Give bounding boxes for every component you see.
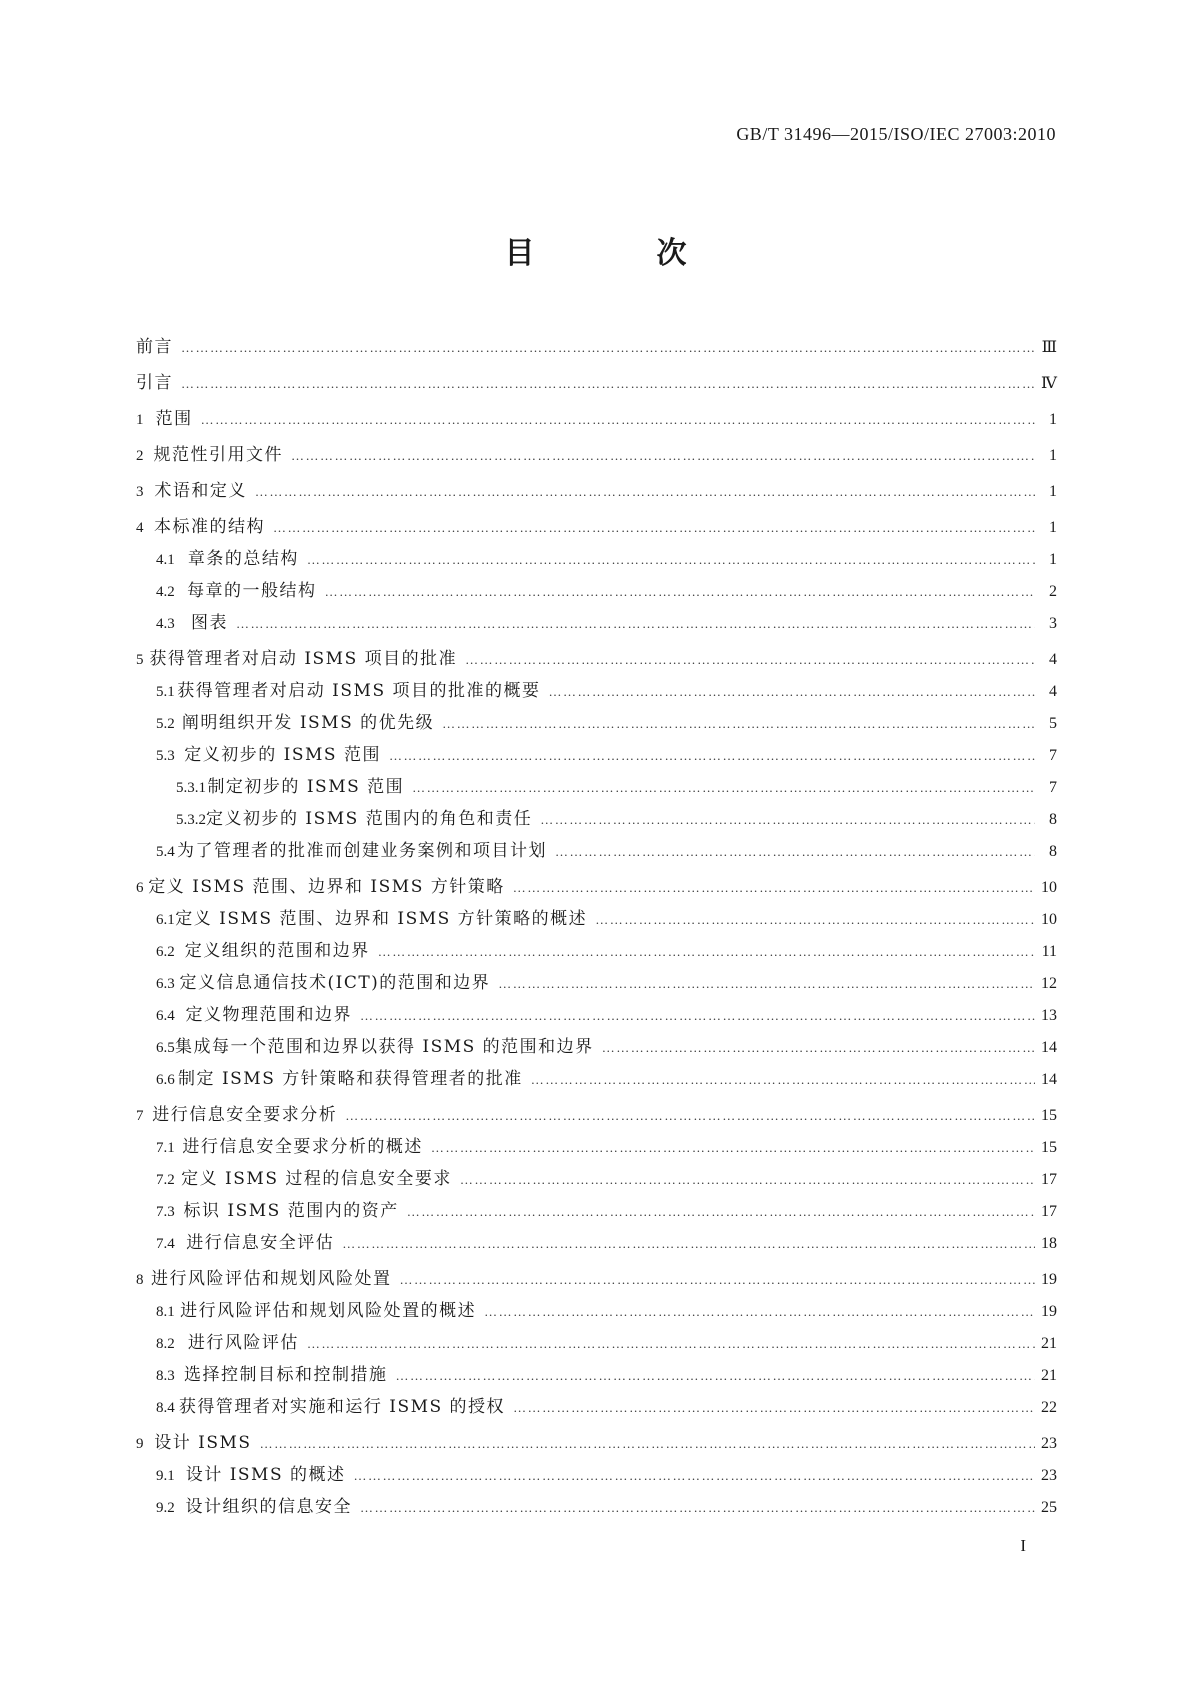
toc-entry-number: 6.5: [156, 1040, 175, 1056]
toc-entry-title: 术语和定义: [154, 481, 247, 501]
dot-leader: [484, 1304, 1035, 1320]
toc-entry-page: 7: [1049, 747, 1057, 764]
toc-entry[interactable]: [136, 1328, 1057, 1360]
toc-entry[interactable]: [136, 708, 1057, 740]
dot-leader: [307, 1336, 1035, 1352]
toc-entry-page: 4: [1049, 651, 1057, 668]
toc-entry-number: 9.2: [156, 1500, 175, 1516]
standard-code: GB/T 31496—2015/ISO/IEC 27003:2010: [736, 124, 1056, 144]
toc-entry[interactable]: [136, 676, 1057, 708]
toc-entry-title: 每章的一般结构: [187, 581, 317, 601]
toc-entry[interactable]: [136, 404, 1057, 436]
toc-entry-page: 8: [1049, 843, 1057, 860]
toc-entry-number: 5.3.1: [176, 780, 206, 796]
toc-entry-title: 定义信息通信技术(ICT)的范围和边界: [179, 973, 491, 993]
toc-entry-title: 设计 ISMS 的概述: [185, 1465, 346, 1485]
toc-entry-number: 6: [136, 880, 144, 896]
toc-entry-page: 1: [1049, 483, 1057, 500]
toc-entry-page: 4: [1049, 683, 1057, 700]
toc-entry-page: 18: [1041, 1235, 1057, 1252]
toc-entry-title: 进行风险评估和规划风险处置的概述: [180, 1301, 477, 1321]
toc-entry-number: 6.6: [156, 1072, 175, 1088]
dot-leader: [273, 520, 1035, 536]
toc-entry-page: 11: [1041, 943, 1057, 960]
toc-entry-title: 选择控制目标和控制措施: [183, 1365, 388, 1385]
toc-entry-page: 14: [1041, 1039, 1057, 1056]
toc-entry-number: 7.2: [156, 1172, 175, 1188]
toc-entry[interactable]: [136, 772, 1057, 804]
toc-entry-number: 4: [136, 520, 144, 536]
toc-entry-page: 19: [1041, 1303, 1057, 1320]
toc-entry-number: 9.1: [156, 1468, 175, 1484]
toc-entry[interactable]: [136, 968, 1057, 1000]
dot-leader: [460, 1172, 1035, 1188]
dot-leader: [201, 412, 1035, 428]
dot-leader: [325, 584, 1035, 600]
toc-entry-page: 17: [1041, 1171, 1057, 1188]
toc-entry-number: 4.1: [156, 552, 175, 568]
toc-entry-number: 5.3: [156, 748, 175, 764]
dot-leader: [342, 1236, 1035, 1252]
toc-entry-page: Ⅲ: [1041, 339, 1057, 356]
toc-entry[interactable]: [136, 1100, 1057, 1132]
toc-entry-number: 2: [136, 448, 144, 464]
toc-entry-number: 8.2: [156, 1336, 175, 1352]
toc-entry[interactable]: [136, 1000, 1057, 1032]
dot-leader: [395, 1368, 1035, 1384]
toc-entry-page: 10: [1041, 911, 1057, 928]
toc-entry[interactable]: [136, 1228, 1057, 1260]
toc-entry-number: 1: [136, 412, 144, 428]
dot-leader: [498, 976, 1035, 992]
toc-entry-number: 6.2: [156, 944, 175, 960]
dot-leader: [260, 1436, 1035, 1452]
toc-entry-title: 范围: [155, 409, 193, 429]
toc-entry-number: 8: [136, 1272, 144, 1288]
toc-entry-title: 定义 ISMS 过程的信息安全要求: [181, 1169, 452, 1189]
toc-entry-title: 进行信息安全要求分析: [152, 1105, 338, 1125]
toc-entry[interactable]: [136, 1428, 1057, 1460]
dot-leader: [540, 812, 1035, 828]
toc-entry-number: 7.4: [156, 1236, 175, 1252]
toc-entry[interactable]: [136, 544, 1057, 576]
toc-entry-page: 1: [1049, 447, 1057, 464]
toc-entry-page: 25: [1041, 1499, 1057, 1516]
toc-entry-number: 5.4: [156, 844, 175, 860]
toc-entry-number: 4.2: [156, 584, 175, 600]
toc-entry-number: 6.3: [156, 976, 175, 992]
dot-leader: [345, 1108, 1035, 1124]
toc-entry[interactable]: [136, 476, 1057, 508]
toc-entry[interactable]: [136, 1196, 1057, 1228]
dot-leader: [389, 748, 1035, 764]
toc-entry-page: 15: [1041, 1107, 1057, 1124]
toc-entry[interactable]: [136, 1392, 1057, 1424]
toc-entry[interactable]: [136, 936, 1057, 968]
dot-leader: [360, 1008, 1035, 1024]
toc-entry[interactable]: [136, 608, 1057, 640]
toc-entry-title: 本标准的结构: [153, 517, 265, 537]
toc-entry-title: 进行信息安全评估: [186, 1233, 335, 1253]
toc-entry-number: 7: [136, 1108, 144, 1124]
toc-entry-page: Ⅳ: [1041, 375, 1057, 392]
toc-entry-title: 定义初步的 ISMS 范围内的角色和责任: [206, 809, 533, 829]
dot-leader: [431, 1140, 1035, 1156]
toc-entry[interactable]: [136, 904, 1057, 936]
toc-entry-number: 5.3.2: [176, 812, 206, 828]
dot-leader: [181, 340, 1035, 356]
dot-leader: [412, 780, 1035, 796]
toc-entry-title: 获得管理者对启动 ISMS 项目的批准的概要: [177, 681, 541, 701]
toc-entry-title: 章条的总结构: [187, 549, 299, 569]
dot-leader: [549, 684, 1035, 700]
toc-entry-page: 2: [1049, 583, 1057, 600]
toc-entry-page: 7: [1049, 779, 1057, 796]
toc-entry-page: 21: [1041, 1335, 1057, 1352]
dot-leader: [531, 1072, 1035, 1088]
toc-entry-title: 制定初步的 ISMS 范围: [207, 777, 405, 797]
toc-entry[interactable]: [136, 1132, 1057, 1164]
toc-entry[interactable]: [136, 1164, 1057, 1196]
toc-entry-title: 进行风险评估: [187, 1333, 299, 1353]
toc-entry[interactable]: [136, 332, 1057, 364]
page-title: 目 次: [504, 236, 733, 271]
toc-entry-title: 定义 ISMS 范围、边界和 ISMS 方针策略的概述: [175, 909, 588, 929]
dot-leader: [236, 616, 1035, 632]
toc-entry[interactable]: [136, 872, 1057, 904]
toc-entry-page: 19: [1041, 1271, 1057, 1288]
toc-entry-title: 定义 ISMS 范围、边界和 ISMS 方针策略: [148, 877, 505, 897]
table-of-contents: [136, 332, 1057, 1524]
toc-entry-title: 阐明组织开发 ISMS 的优先级: [181, 713, 435, 733]
toc-entry-title: 设计组织的信息安全: [185, 1497, 353, 1517]
toc-entry[interactable]: [136, 1064, 1057, 1096]
toc-entry-number: 6.4: [156, 1008, 175, 1024]
toc-entry-title: 获得管理者对实施和运行 ISMS 的授权: [178, 1397, 506, 1417]
toc-entry-number: 8.4: [156, 1400, 175, 1416]
toc-entry-title: 为了管理者的批准而创建业务案例和项目计划: [177, 841, 547, 861]
toc-entry-number: 7.3: [156, 1204, 175, 1220]
toc-entry[interactable]: [136, 1032, 1057, 1064]
toc-entry-number: 8.3: [156, 1368, 175, 1384]
toc-entry[interactable]: [136, 368, 1057, 400]
toc-entry[interactable]: [136, 440, 1057, 472]
dot-leader: [602, 1040, 1035, 1056]
toc-entry-title: 引言: [136, 373, 173, 393]
toc-entry-title: 进行信息安全要求分析的概述: [182, 1137, 423, 1157]
toc-entry-page: 13: [1041, 1007, 1057, 1024]
toc-entry[interactable]: [136, 836, 1057, 868]
toc-entry-title: 规范性引用文件: [153, 445, 284, 465]
toc-entry-page: 8: [1049, 811, 1057, 828]
toc-entry[interactable]: [136, 804, 1057, 836]
toc-entry-page: 23: [1041, 1435, 1057, 1452]
toc-entry-page: 17: [1041, 1203, 1057, 1220]
toc-entry-page: 1: [1049, 519, 1057, 536]
toc-entry-page: 10: [1041, 879, 1057, 896]
toc-entry-title: 获得管理者对启动 ISMS 项目的批准: [149, 649, 458, 669]
toc-entry-number: 9: [136, 1436, 144, 1452]
toc-entry-title: 标识 ISMS 范围内的资产: [183, 1201, 399, 1221]
dot-leader: [354, 1468, 1035, 1484]
toc-entry-title: 设计 ISMS: [154, 1433, 252, 1453]
toc-entry[interactable]: [136, 1360, 1057, 1392]
toc-entry-number: 7.1: [156, 1140, 175, 1156]
toc-entry[interactable]: [136, 576, 1057, 608]
toc-entry[interactable]: [136, 1296, 1057, 1328]
toc-entry-page: 23: [1041, 1467, 1057, 1484]
toc-entry-page: 12: [1041, 975, 1057, 992]
page-number: I: [1020, 1536, 1026, 1555]
toc-entry-page: 21: [1041, 1367, 1057, 1384]
toc-entry-page: 3: [1049, 615, 1057, 632]
toc-entry-page: 14: [1041, 1071, 1057, 1088]
dot-leader: [407, 1204, 1035, 1220]
toc-entry-number: 4.3: [156, 616, 175, 632]
dot-leader: [255, 484, 1035, 500]
toc-entry-page: 1: [1049, 551, 1057, 568]
toc-entry[interactable]: [136, 1492, 1057, 1524]
toc-entry-title: 前言: [136, 337, 173, 357]
toc-entry-number: 8.1: [156, 1304, 175, 1320]
toc-entry[interactable]: [136, 644, 1057, 676]
dot-leader: [399, 1272, 1035, 1288]
toc-entry-number: 3: [136, 484, 144, 500]
dot-leader: [595, 912, 1035, 928]
dot-leader: [513, 1400, 1035, 1416]
toc-entry-number: 5: [136, 652, 144, 668]
toc-entry-number: 5.1: [156, 684, 175, 700]
toc-entry[interactable]: [136, 1264, 1057, 1296]
dot-leader: [465, 652, 1035, 668]
toc-entry-title: 进行风险评估和规划风险处置: [150, 1269, 392, 1289]
dot-leader: [378, 944, 1035, 960]
dot-leader: [442, 716, 1035, 732]
toc-entry-title: 定义初步的 ISMS 范围: [184, 745, 381, 765]
toc-entry-page: 15: [1041, 1139, 1057, 1156]
toc-entry[interactable]: [136, 512, 1057, 544]
dot-leader: [513, 880, 1035, 896]
toc-entry-title: 集成每一个范围和边界以获得 ISMS 的范围和边界: [174, 1037, 594, 1057]
dot-leader: [307, 552, 1035, 568]
dot-leader: [360, 1500, 1035, 1516]
dot-leader: [181, 376, 1035, 392]
toc-entry-page: 22: [1041, 1399, 1057, 1416]
toc-entry-page: 1: [1049, 411, 1057, 428]
toc-entry[interactable]: [136, 740, 1057, 772]
toc-entry-page: 5: [1049, 715, 1057, 732]
toc-entry-title: 定义物理范围和边界: [185, 1005, 353, 1025]
dot-leader: [291, 448, 1035, 464]
toc-entry-title: 图表: [190, 613, 228, 633]
toc-entry-number: 6.1: [156, 912, 175, 928]
toc-entry[interactable]: [136, 1460, 1057, 1492]
dot-leader: [555, 844, 1035, 860]
toc-entry-title: 定义组织的范围和边界: [184, 941, 370, 961]
toc-entry-title: 制定 ISMS 方针策略和获得管理者的批准: [178, 1069, 523, 1089]
toc-entry-number: 5.2: [156, 716, 175, 732]
